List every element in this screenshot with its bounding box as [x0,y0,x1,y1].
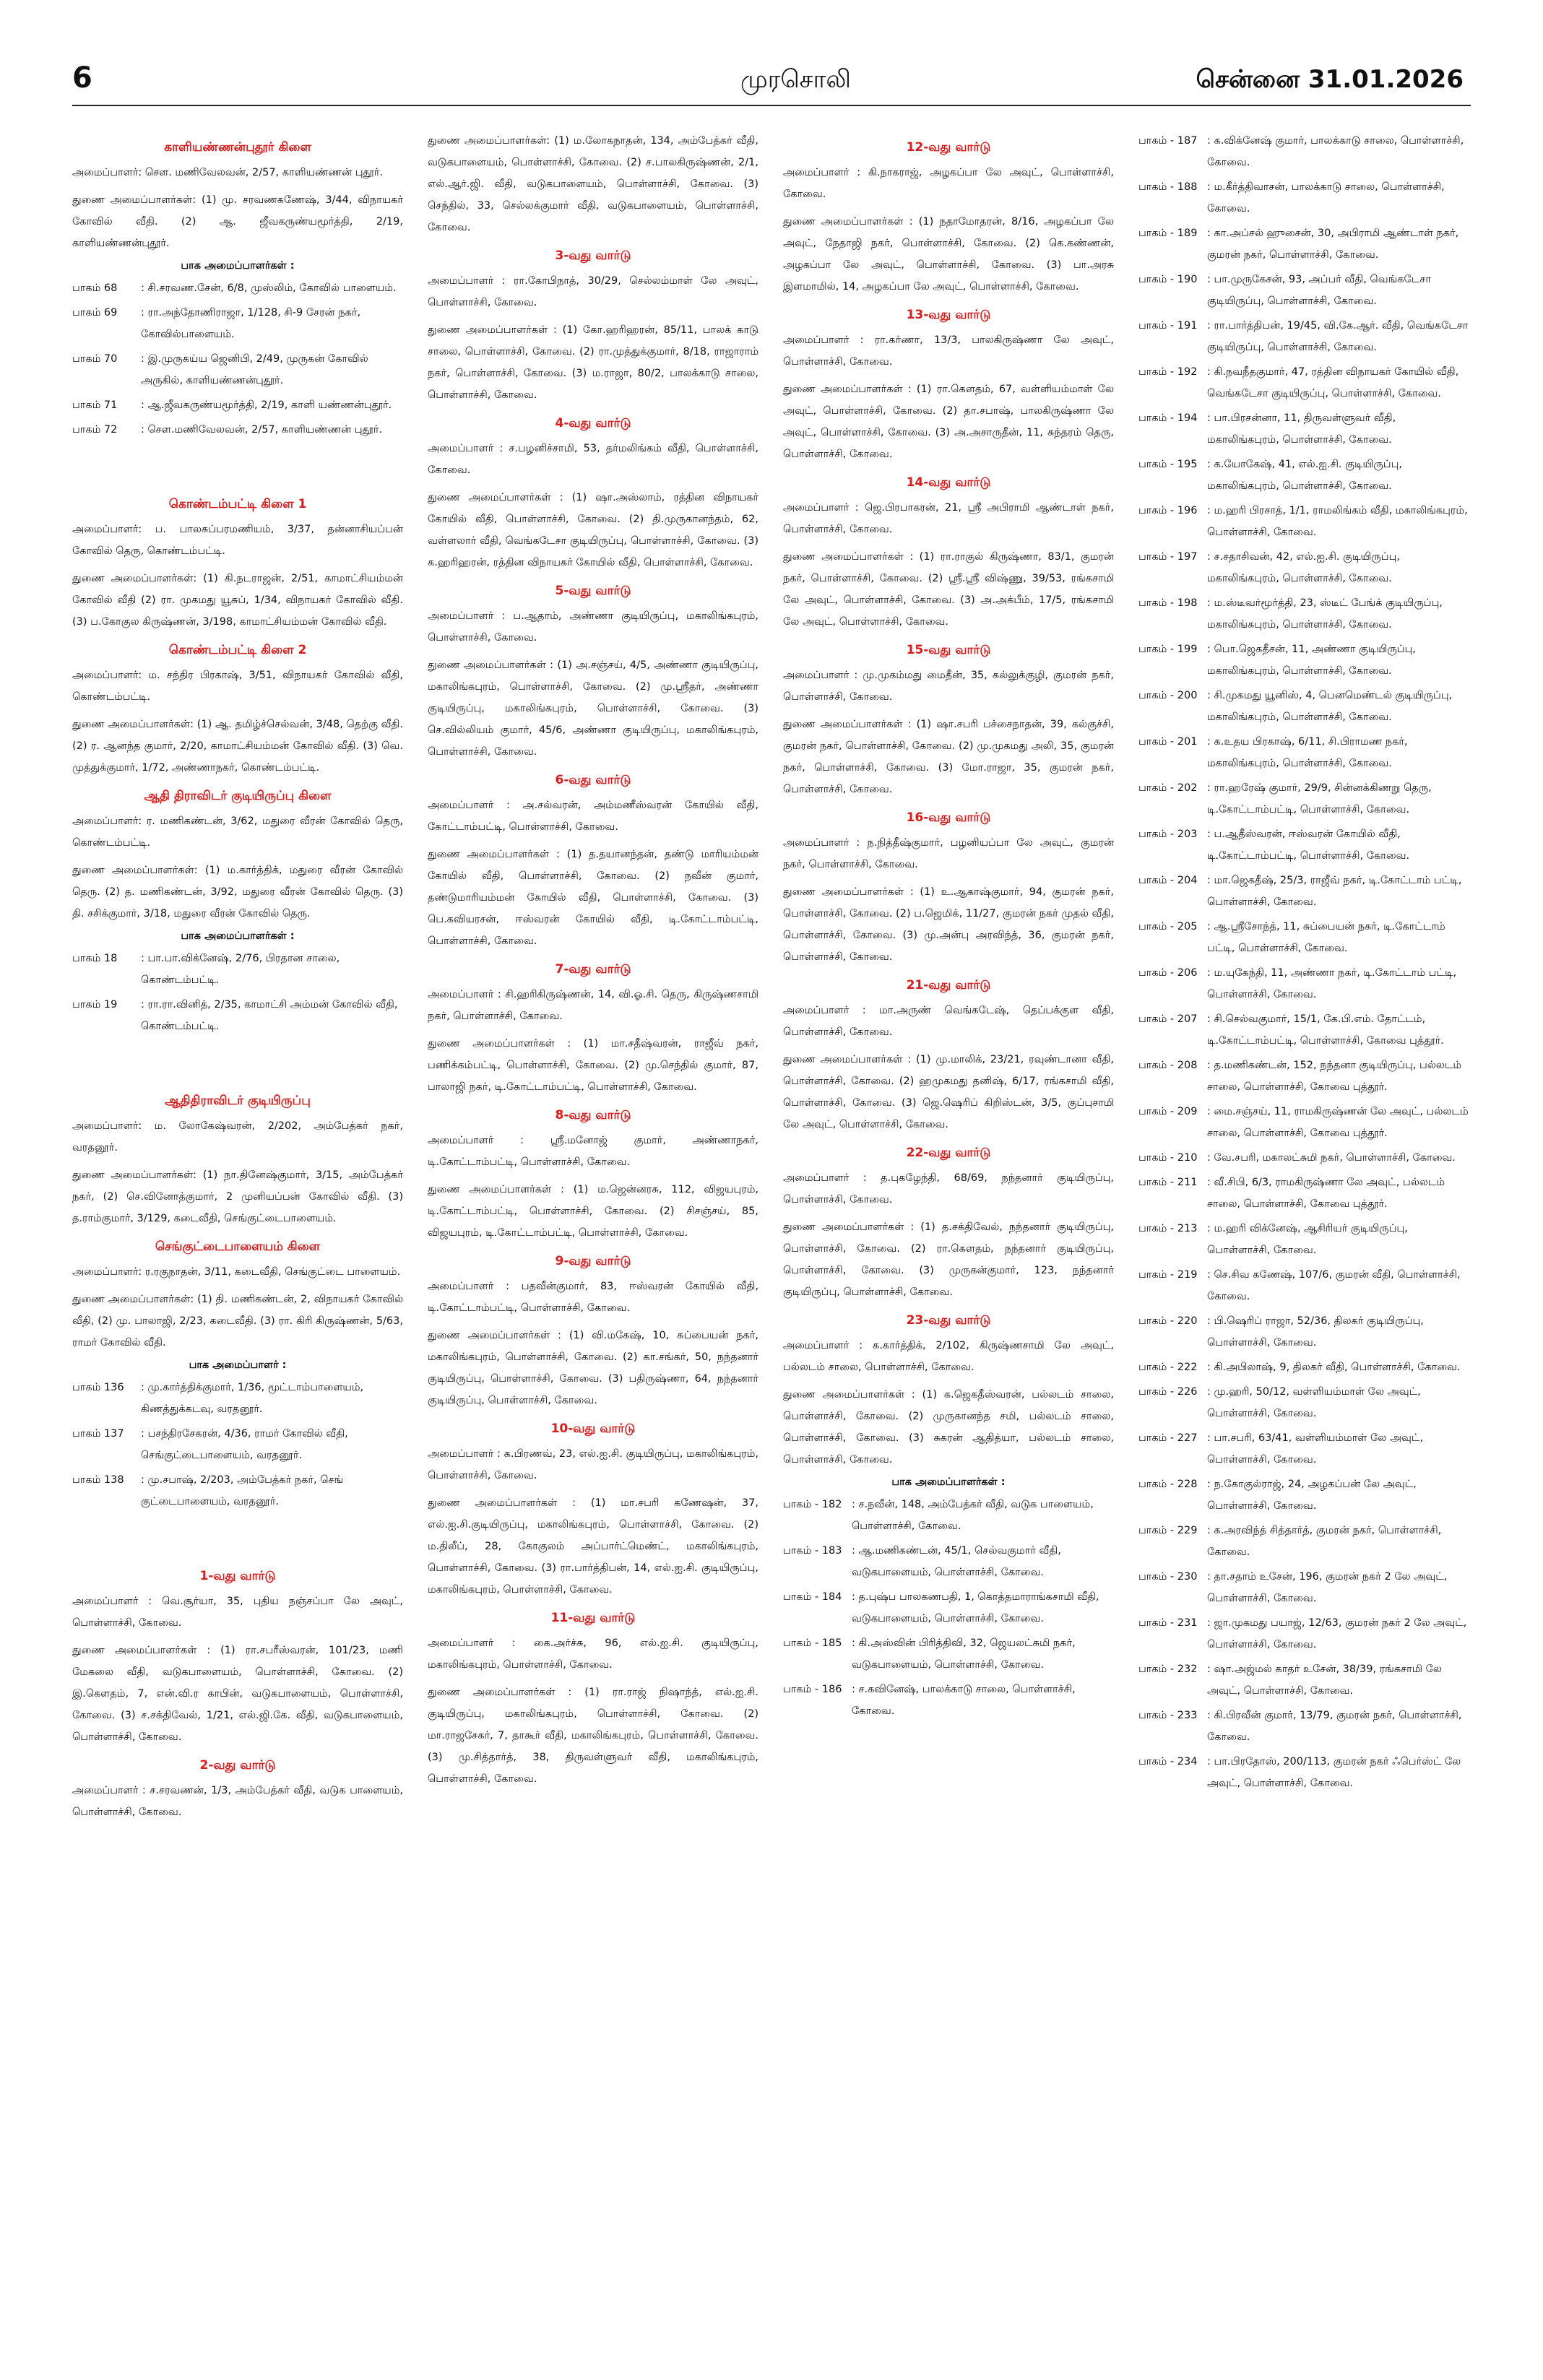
booth-label: பாகம் 68 [72,282,118,294]
paragraph: அமைப்பாளர் : த.புகழேந்தி, 68/69, நந்தனார் குடியிருப்பு, பொள்ளாச்சி, கோவை. [783,1172,1114,1206]
paragraph: துணை அமைப்பாளர்கள்: (1) நா.தினேஷ்குமார், 3/15, அம்பேத்கர் நகர், (2) செ.வினோத்குமார், 2 முனியப்பன் கோவில் வீதி. (3) த.ராம்குமார், 3/129, கடைவீதி, செங்குட்டைபாளையம். [72,1169,403,1224]
booth-value: : கி.பிரவீன் குமார், 13/79, குமரன் நகர், பொள்ளாச்சி, கோவை. [1207,1710,1462,1743]
booth-row [72,1377,403,1420]
paragraph: துணை அமைப்பாளர்கள் : (1) உ.ஆகாஷ்குமார், 94, குமரன் நகர், பொள்ளாச்சி, கோவை. (2) ப.ஜெமிக், 11/27, குமரன் நகர் முதல் வீதி, பொள்ளாச்சி, கோவை. (3) மு.அன்பு அரவிந்த், 36, குமரன் நகர், பொள்ளாச்சி, கோவை. [783,886,1114,963]
paragraph: துணை அமைப்பாளர்கள் : (1) த.சக்திவேல், நந்தனார் குடியிருப்பு, பொள்ளாச்சி, கோவை. (2) ரா.கௌதம், நந்தனார் குடியிருப்பு, பொள்ளாச்சி, கோவை. (3) முருகன்குமார், 123, நந்தனார் குடியிருப்பு, பொள்ளாச்சி, கோவை. [783,1221,1114,1298]
section-heading: 23-வது வார்டு [906,1313,991,1328]
article-columns [72,130,1471,2362]
section-heading: 16-வது வார்டு [906,810,991,825]
section-heading: 12-வது வார்டு [906,140,991,155]
booth-label: பாகம் - 204 [1138,875,1198,886]
paragraph: அமைப்பாளர்: செள. மணிவேலவன், 2/57, காளியண்ணன் புதூர். [72,167,383,178]
section-heading: 6-வது வார்டு [555,773,631,787]
sub-heading: பாக அமைப்பாளர் : [189,1359,287,1371]
booth-row [1138,269,1469,312]
booth-row [1138,1055,1469,1098]
section-heading: 2-வது வார்டு [199,1758,276,1773]
booth-value: : த.புஷ்ப பாலகணபதி, 1, கொத்தமாராங்கசாமி வீதி, வடுகபாளையம், பொள்ளாச்சி, கோவை. [852,1591,1099,1624]
booth-label: பாகம் - 198 [1138,597,1198,609]
booth-row [72,948,403,991]
booth-row [1138,639,1469,682]
booth-label: பாகம் - 209 [1138,1106,1198,1117]
paragraph: அமைப்பாளர் : க.பிரணவ், 23, எல்.ஐ.சி. குடியிருப்பு, மகாலிங்கபுரம், பொள்ளாச்சி, கோவை. [428,1448,758,1481]
paragraph: துணை அமைப்பாளர்கள் : (1) வி.மகேஷ், 10, சுப்பையன் நகர், மகாலிங்கபுரம், பொள்ளாச்சி, கோவை. (2) கா.சங்கர், 50, நந்தனார் குடியிருப்பு, பொள்ளாச்சி, கோவை. (3) பதிருஷ்ணா, 64, நந்தனார் குடியிருப்பு, பொள்ளாச்சி, கோவை. [428,1330,758,1406]
booth-row [1138,315,1469,358]
paragraph: அமைப்பாளர் : மா.அருண் வெங்கடேஷ், தெப்பக்குள வீதி, பொள்ளாச்சி, கோவை. [783,1005,1114,1038]
section-heading: 13-வது வார்டு [906,308,991,322]
booth-label: பாகம் - 197 [1138,551,1198,563]
booth-value: : கி.நவநீதகுமார், 47, ரத்தின விநாயகர் கோயில் வீதி, வெங்கடேசா குடியிருப்பு, பொள்ளாச்சி, கோவை. [1207,366,1459,399]
booth-label: பாகம் 69 [72,307,118,319]
paragraph: துணை அமைப்பாளர்கள் : (1) நதாமோதரன், 8/16, அழகப்பா லே அவுட், நேதாஜி நகர், பொள்ளாச்சி, கோவை. (2) கெ.கண்ணன், அழகப்பா லே அவுட், பொள்ளாச்சி, கோவை. (3) பா.அரசு இளமாமில், 14, அழகப்பா லே அவுட், பொள்ளாச்சி, கோவை. [783,216,1114,293]
booth-label: பாகம் - 206 [1138,967,1198,979]
booth-label: பாகம் 138 [72,1474,124,1486]
booth-row [783,1679,1114,1722]
booth-label: பாகம் - 228 [1138,1479,1198,1490]
sub-heading: பாக அமைப்பாளர்கள் : [181,930,295,942]
booth-label: பாகம் - 226 [1138,1386,1198,1398]
booth-row [1138,1218,1469,1261]
booth-label: பாகம் - 183 [783,1545,842,1557]
booth-row [1138,592,1469,636]
booth-label: பாகம் 71 [72,399,118,411]
booth-label: பாகம் - 192 [1138,366,1198,378]
booth-row [1138,962,1469,1005]
paragraph: துணை அமைப்பாளர்கள் : (1) கோ.ஹரிஹரன், 85/11, பாலக் காடு சாலை, பொள்ளாச்சி, கோவை. (2) ரா.முத்துக்குமார், 8/18, ராஜாராம் நகர், பொள்ளாச்சி, கோவை. (3) ம.ராஜா, 80/2, பாலக்காடு சாலை, பொள்ளாச்சி, கோவை. [428,324,758,401]
booth-value: : ச.கவினேஷ், பாலக்காடு சாலை, பொள்ளாச்சி, கோவை. [852,1684,1076,1717]
paragraph: துணை அமைப்பாளர்கள்: (1) ம.கார்த்திக், மதுரை வீரன் கோவில் தெரு. (2) த. மணிகண்டன், 3/92, மதுரை வீரன் கோவில் தெரு. (3) தி. சசிக்குமார், 3/18, மதுரை வீரன் கோவில் தெரு. [72,865,403,919]
booth-row [1138,1264,1469,1307]
paragraph: அமைப்பாளர் : ச.சரவணன், 1/3, அம்பேத்கர் வீதி, வடுக பாளையம், பொள்ளாச்சி, கோவை. [72,1785,403,1818]
booth-value: : ம.ஹரி பிரசாத், 1/1, ராமலிங்கம் வீதி, மகாலிங்கபுரம், பொள்ளாச்சி, கோவை. [1207,505,1468,538]
section-heading: 11-வது வார்டு [550,1611,636,1625]
booth-value: : ரா.பார்த்திபன், 19/45, வி.கே.ஆர். வீதி, வெங்கடேசா குடியிருப்பு, பொள்ளாச்சி, கோவை. [1207,320,1469,353]
paragraph: அமைப்பாளர் : க.கார்த்திக், 2/102, கிருஷ்ணசாமி லே அவுட், பல்லடம் சாலை, பொள்ளாச்சி, கோவை. [783,1340,1114,1373]
booth-label: பாகம் 72 [72,424,118,436]
paragraph: துணை அமைப்பாளர்கள் : (1) அ.சஞ்சய், 4/5, அண்ணா குடியிருப்பு, மகாலிங்கபுரம், பொள்ளாச்சி, கோவை. (2) மு.ஸ்ரீதர், அண்ணா குடியிருப்பு, மகாலிங்கபுரம், பொள்ளாச்சி, கோவை. (3) செ.வில்லியம் குமார், 45/6, அண்ணா குடியிருப்பு, மகாலிங்கபுரம், பொள்ளாச்சி, கோவை. [428,659,758,758]
booth-value: : பொ.ஜெகதீசன், 11, அண்ணா குடியிருப்பு, மகாலிங்கபுரம், பொள்ளாச்சி, கோவை. [1207,644,1416,677]
booth-row [1138,1520,1469,1563]
booth-label: பாகம் - 208 [1138,1060,1198,1071]
booth-row [1138,454,1469,497]
booth-value: : ம.யுகேந்தி, 11, அண்ணா நகர், டி.கோட்டாம் பட்டி, பொள்ளாச்சி, கோவை. [1207,967,1457,1000]
paragraph: துணை அமைப்பாளர்கள் : (1) ரா.ராகுல் கிருஷ்ணா, 83/1, குமரன் நகர், பொள்ளாச்சி, கோவை. (2) ஸ்ரீ.ஸ்ரீ விஷ்ணு, 39/53, ரங்கசாமி லே அவுட், பொள்ளாச்சி, கோவை. (3) அ.அக்பீம், 17/5, ரங்கசாமி லே அவுட், பொள்ளாச்சி, கோவை. [783,551,1114,628]
booth-row [1138,823,1469,867]
booth-label: பாகம் - 194 [1138,412,1198,424]
section-heading: 21-வது வார்டு [906,978,991,992]
booth-value: : மு.ஹரி, 50/12, வள்ளியம்மாள் லே அவுட், பொள்ளாச்சி, கோவை. [1207,1386,1421,1419]
paragraph: துணை அமைப்பாளர்கள் : (1) ஷா.அஸ்லாம், ரத்தின விநாயகர் கோயில் வீதி, பொள்ளாச்சி, கோவை. (2) தி.முருகானந்தம், 62, வள்ளலார் வீதி, வெங்கடேசா குடியிருப்பு, பொள்ளாச்சி, கோவை. (3) க.ஹரிஹரன், ரத்தின விநாயகர் கோயில் வீதி, பொள்ளாச்சி, கோவை. [428,492,758,568]
booth-value: : ச.நவீன், 148, அம்பேத்கர் வீதி, வடுக பாளையம், பொள்ளாச்சி, கோவை. [852,1499,1094,1532]
paragraph: அமைப்பாளர்: ர.ரகுநாதன், 3/11, கடைவீதி, செங்குட்டை பாளையம். [72,1266,401,1278]
booth-value: : ப.ஆதீஸ்வரன், ஈஸ்வரன் கோயில் வீதி, டி.கோட்டாம்பட்டி, பொள்ளாச்சி, கோவை. [1207,828,1410,862]
section-heading: ஆதி திராவிடர் குடியிருப்பு கிளை [144,789,332,803]
section-heading: 3-வது வார்டு [555,248,631,263]
booth-label: பாகம் - 182 [783,1499,842,1510]
paragraph: அமைப்பாளர்: ம. சந்திர பிரகாஷ், 3/51, விநாயகர் கோவில் வீதி, கொண்டம்பட்டி. [72,670,403,703]
booth-row [1138,176,1469,220]
booth-label: பாகம் - 200 [1138,690,1198,701]
booth-value: : பா.பிரதோஸ், 200/113, குமரன் நகர் ஃபெர்ஸ்ட் லே அவுட், பொள்ளாச்சி, கோவை. [1207,1756,1461,1789]
sub-heading: பாக அமைப்பாளர்கள் : [181,260,295,272]
booth-value: : பா.பா.விக்னேஷ், 2/76, பிரதான சாலை, கொண்டம்பட்டி. [141,953,340,986]
booth-row [1138,731,1469,774]
paragraph: அமைப்பாளர் : பதவீன்குமார், 83, ஈஸ்வரன் கோயில் வீதி, டி.கோட்டாம்பட்டி, பொள்ளாச்சி, கோவை. [428,1281,758,1314]
booth-row [72,302,403,345]
paragraph: துணை அமைப்பாளர்கள்: (1) கி.நடராஜன், 2/51, காமாட்சியம்மன் கோவில் வீதி (2) ரா. முகமது யூசுப், 1/34, விநாயகர் கோவில் வீதி. (3) ப.கோகுல கிருஷ்ணன், 3/198, காமாட்சியம்மன் கோவில் வீதி. [72,573,403,628]
booth-row [1138,1658,1469,1702]
booth-row [1138,1705,1469,1748]
paragraph: துணை அமைப்பாளர்கள்: (1) மு. சரவணகணேஷ், 3/44, விநாயகர் கோவில் வீதி. (2) ஆ. ஜீவகருண்யமூர்த்தி, 2/19, காளியண்ணன்புதூர். [72,194,403,249]
booth-value: : மா.ஜெகதீஷ், 25/3, ராஜீவ் நகர், டி.கோட்டாம் பட்டி, பொள்ளாச்சி, கோவை. [1207,875,1462,908]
paragraph: துணை அமைப்பாளர்கள் : (1) ரா.சபரீஸ்வரன், 101/23, மணி மேகலை வீதி, வடுகபாளையம், பொள்ளாச்சி, கோவை. (2) இ.கௌதம், 7, என்.வி.ர காபின், வடுகபாளையம், பொள்ளாச்சி, கோவை. (3) ச.சக்திவேல், 1/21, எல்.ஜி.கே. வீதி, வடுகபாளையம், பொள்ளாச்சி, கோவை. [72,1645,403,1743]
column-3 [783,130,1114,2362]
paragraph: துணை அமைப்பாளர்கள் : (1) ரா.ராஜ் நிஷாந்த், எல்.ஐ.சி. குடியிருப்பு, மகாலிங்கபுரம், பொள்ளாச்சி, கோவை. (2) மா.ராஜசேகர், 7, தாகூர் வீதி, மகாலிங்கபுரம், பொள்ளாச்சி, கோவை. (3) மு.சித்தார்த், 38, திருவள்ளுவர் வீதி, மகாலிங்கபுரம், பொள்ளாச்சி, கோவை. [428,1687,758,1785]
booth-row [72,394,403,416]
booth-label: பாகம் - 186 [783,1684,842,1695]
booth-row [1138,916,1469,959]
paragraph: அமைப்பாளர் : ரா.கர்ணா, 13/3, பாலகிருஷ்ணா லே அவுட், பொள்ளாச்சி, கோவை. [783,334,1114,368]
booth-label: பாகம் - 231 [1138,1617,1198,1629]
booth-value: : செள.மணிவேலவன், 2/57, காளியண்ணன் புதூர். [141,424,383,436]
booth-row [1138,1356,1469,1378]
paragraph: துணை அமைப்பாளர்கள் : (1) ரா.கௌதம், 67, வள்ளியம்மாள் லே அவுட், பொள்ளாச்சி, கோவை. (2) தா.சபாஷ், பாலகிருஷ்ணா லே அவுட், பொள்ளாச்சி, கோவை. (3) அ.அசாருதீன், 11, சுந்தரம் தெரு, பொள்ளாச்சி, கோவை. [783,384,1114,460]
booth-label: பாகம் - 191 [1138,320,1198,332]
paragraph: துணை அமைப்பாளர்கள் : (1) ம.ஜென்னரசு, 112, விஜயபுரம், டி.கோட்டாம்பட்டி, பொள்ளாச்சி, கோவை. (2) சிசஞ்சய், 85, விஜயபுரம், டி.கோட்டாம்பட்டி, பொள்ளாச்சி, கோவை. [428,1184,758,1239]
paragraph: அமைப்பாளர் : ச.பழனிச்சாமி, 53, தர்மலிங்கம் வீதி, பொள்ளாச்சி, கோவை. [428,443,758,476]
paragraph: அமைப்பாளர் : ரா.கோபிநாத், 30/29, செல்லம்மாள் லே அவுட், பொள்ளாச்சி, கோவை. [428,275,758,308]
page-number: 6 [72,61,92,95]
section-heading: 5-வது வார்டு [555,584,631,598]
booth-row [1138,685,1469,728]
booth-value: : வீ.சிபி, 6/3, ராமகிருஷ்ணா லே அவுட், பல்லடம் சாலை, பொள்ளாச்சி, கோவை புத்தூர். [1207,1177,1445,1210]
booth-row [72,994,403,1037]
paragraph: அமைப்பாளர் : வெ.சூர்யா, 35, புதிய நஞ்சப்பா லே அவுட், பொள்ளாச்சி, கோவை. [72,1596,403,1629]
section-heading: 7-வது வார்டு [555,962,631,977]
booth-value: : கி.அபிலாஷ், 9, திலகர் வீதி, பொள்ளாச்சி, கோவை. [1207,1362,1461,1373]
paragraph: அமைப்பாளர் : ந.நித்தீஷ்குமார், பழனியப்பா லே அவுட், குமரன் நகர், பொள்ளாச்சி, கோவை. [783,837,1114,870]
booth-label: பாகம் - 210 [1138,1152,1198,1164]
booth-value: : ந.கோகுல்ராஜ், 24, அழகப்பன் லே அவுட், பொள்ளாச்சி, கோவை. [1207,1479,1417,1512]
booth-label: பாகம் 19 [72,999,118,1011]
booth-label: பாகம் - 205 [1138,921,1198,932]
booth-value: : ச.சதாசிவன், 42, எல்.ஐ.சி. குடியிருப்பு, மகாலிங்கபுரம், பொள்ளாச்சி, கோவை. [1207,551,1400,584]
booth-value: : பா.சபரி, 63/41, வள்ளியம்மாள் லே அவுட், பொள்ளாச்சி, கோவை. [1207,1432,1424,1466]
booth-row [1138,361,1469,404]
booth-label: பாகம் - 185 [783,1637,842,1649]
booth-label: பாகம் 136 [72,1382,124,1393]
booth-label: பாகம் 137 [72,1428,124,1440]
booth-label: பாகம் 70 [72,353,118,365]
booth-row [1138,546,1469,589]
booth-row [72,419,403,441]
paragraph: அமைப்பாளர்: ப. பாலசுப்பரமணியம், 3/37, தன்னாசியப்பன் கோவில் தெரு, கொண்டம்பட்டி. [72,524,403,557]
paragraph: துணை அமைப்பாளர்கள் : (1) க.ஜெகதீஸ்வரன், பல்லடம் சாலை, பொள்ளாச்சி, கோவை. (2) முருகானந்த சமி, பல்லடம் சாலை, பொள்ளாச்சி, கோவை. (3) சுகரன் ஆதித்யா, பல்லடம் சாலை, பொள்ளாச்சி, கோவை. [783,1389,1114,1466]
booth-label: பாகம் - 207 [1138,1013,1198,1025]
section-heading: ஆதிதிராவிடர் குடியிருப்பு [165,1094,311,1108]
booth-row [1138,1566,1469,1609]
section-heading: 1-வது வார்டு [199,1569,276,1583]
paragraph: துணை அமைப்பாளர்கள்: (1) ஆ. தமிழ்ச்செல்வன், 3/48, தெற்கு வீதி. (2) ர. ஆனந்த குமார், 2/20, காமாட்சியம்மன் கோவில் வீதி. (3) வெ. முத்துக்குமார், 1/72, அண்ணாநகர், கொண்டம்பட்டி. [72,719,403,774]
booth-value: : பசந்திரசேகரன், 4/36, ராமர் கோவில் வீதி, செங்குட்டைபாளையம், வரதனூர். [141,1428,348,1461]
paragraph: அமைப்பாளர் : கி.நாகராஜ், அழகப்பா லே அவுட், பொள்ளாச்சி, கோவை. [783,167,1114,200]
booth-label: பாகம் - 189 [1138,228,1198,239]
booth-value: : க.விக்னேஷ் குமார், பாலக்காடு சாலை, பொள்ளாச்சி, கோவை. [1207,135,1464,168]
booth-value: : தா.சதாம் உசேன், 196, குமரன் நகர் 2 லே அவுட், பொள்ளாச்சி, கோவை. [1207,1571,1448,1604]
paragraph: அமைப்பாளர் : ப.ஆதாம், அண்ணா குடியிருப்பு, மகாலிங்கபுரம், பொள்ளாச்சி, கோவை. [428,610,758,644]
booth-value: : பா.முருகேசன், 93, அப்பர் வீதி, வெங்கடேசா குடியிருப்பு, பொள்ளாச்சி, கோவை. [1207,274,1431,307]
paragraph: அமைப்பாளர்: ம. லோகேஷ்வரன், 2/202, அம்பேத்கர் நகர், வரதனூர். [72,1120,403,1154]
column-4 [1138,130,1469,2362]
section-heading: 22-வது வார்டு [906,1146,991,1160]
booth-row [1138,130,1469,173]
booth-value: : ஆ.ஸ்ரீசோந்த், 11, சுப்பையன் நகர், டி.கோட்டாம் பட்டி, பொள்ளாச்சி, கோவை. [1207,921,1445,954]
paragraph: அமைப்பாளர் : ஸ்ரீ.மனோஜ் குமார், அண்ணாநகர், டி.கோட்டாம்பட்டி, பொள்ளாச்சி, கோவை. [428,1135,758,1168]
booth-value: : செ.சிவ கணேஷ், 107/6, குமரன் வீதி, பொள்ளாச்சி, கோவை. [1207,1269,1461,1302]
booth-row [1138,1008,1469,1052]
booth-value: : மு.சபாஷ், 2/203, அம்பேத்கர் நகர், செங் குட்டைபாளையம், வரதனூர். [141,1474,344,1507]
booth-label: பாகம் - 230 [1138,1571,1198,1583]
section-heading: 10-வது வார்டு [550,1421,636,1436]
booth-label: பாகம் 18 [72,953,118,964]
booth-row [72,1423,403,1466]
booth-label: பாகம் - 234 [1138,1756,1198,1767]
booth-label: பாகம் - 199 [1138,644,1198,655]
page-header [0,0,1543,108]
section-heading: 14-வது வார்டு [906,475,991,490]
booth-label: பாகம் - 203 [1138,828,1198,840]
paragraph: அமைப்பாளர் : கை.அர்ச்சு, 96, எல்.ஐ.சி. குடியிருப்பு, மகாலிங்கபுரம், பொள்ளாச்சி, கோவை. [428,1637,758,1671]
booth-value: : க.அரவிந்த் சித்தார்த், குமரன் நகர், பொள்ளாச்சி, கோவை. [1207,1525,1442,1558]
booth-label: பாகம் - 222 [1138,1362,1198,1373]
booth-value: : ரா.அந்தோணிராஜா, 1/128, சி-9 சேரன் நகர், கோவில்பாளையம். [141,307,361,340]
booth-value: : க.யோகேஷ், 41, எல்.ஐ.சி. குடியிருப்பு, மகாலிங்கபுரம், பொள்ளாச்சி, கோவை. [1207,459,1402,492]
column-2 [428,130,758,2362]
booth-label: பாகம் - 188 [1138,181,1198,193]
booth-row [1138,1381,1469,1424]
booth-value: : பா.பிரசன்னா, 11, திருவள்ளுவர் வீதி, மகாலிங்கபுரம், பொள்ளாச்சி, கோவை. [1207,412,1396,446]
header-rule [72,105,1471,106]
booth-label: பாகம் - 219 [1138,1269,1198,1281]
paragraph: துணை அமைப்பாளர்கள் : (1) மா.சபரி கணேஷன், 37, எல்.ஐ.சி.குடியிருப்பு, மகாலிங்கபுரம், பொள்ளாச்சி, கோவை. (2) ம.திலீப், 28, கோகுலம் அப்பார்ட்மெண்ட், மகாலிங்கபுரம், பொள்ளாச்சி, கோவை. (3) ரா.பார்த்திபன், 14, எல்.ஐ.சி. குடியிருப்பு, மகாலிங்கபுரம், பொள்ளாச்சி, கோவை. [428,1497,758,1596]
booth-value: : மு.கார்த்திக்குமார், 1/36, மூட்டாம்பாளையம், கிணத்துக்கடவு, வரதனூர். [141,1382,364,1415]
booth-label: பாகம் - 202 [1138,782,1198,794]
section-heading: 8-வது வார்டு [555,1108,631,1122]
paragraph: துணை அமைப்பாளர்கள்: (1) தி. மணிகண்டன், 2, விநாயகர் கோவில் வீதி, (2) மு. பாலாஜி, 2/23, கடைவீதி. (3) ரா. கிரி கிருஷ்ணன், 5/63, ராமர் கோவில் வீதி. [72,1294,403,1349]
section-heading: 4-வது வார்டு [555,416,631,430]
booth-row [1138,500,1469,543]
booth-value: : சி.சரவண.சேன், 6/8, முஸ்லிம், கோவில் பாளையம். [141,282,397,294]
paragraph: துணை அமைப்பாளர்கள்: (1) ம.லோகநாதன், 134, அம்பேத்கர் வீதி, வடுகபாளையம், பொள்ளாச்சி, கோவை. (2) ச.பாலகிருஷ்ணன், 2/1, எல்.ஆர்.ஜி. வீதி, வடுகபாளையம், பொள்ளாச்சி, கோவை. (3) செந்தில், 33, செல்லக்குமார் வீதி, வடுகபாளையம், பொள்ளாச்சி, கோவை. [428,135,758,233]
booth-row [72,348,403,391]
paragraph: அமைப்பாளர் : அ.சல்வரன், அம்மணீஸ்வரன் கோயில் வீதி, கோட்டாம்பட்டி, பொள்ளாச்சி, கோவை. [428,800,758,833]
city-date: சென்னை 31.01.2026 [1196,65,1464,94]
booth-value: : ரா.ஹரேஷ் குமார், 29/9, சின்னக்கிணறு தெரு, டி.கோட்டாம்பட்டி, பொள்ளாச்சி, கோவை. [1207,782,1432,815]
booth-value: : ஷா.அஜ்மல் காதர் உசேன், 38/39, ரங்கசாமி லே அவுட், பொள்ளாச்சி, கோவை. [1207,1663,1442,1697]
section-heading: காளியண்ணன்புதூர் கிளை [164,140,311,155]
booth-row [1138,1172,1469,1215]
booth-row [783,1540,1114,1583]
booth-value: : ஆ.மணிகண்டன், 45/1, செல்வகுமார் வீதி, வடுகபாளையம், பொள்ளாச்சி, கோவை. [852,1545,1061,1578]
booth-row [1138,1612,1469,1656]
section-heading: செங்குட்டைபாளையம் கிளை [155,1239,321,1254]
booth-row [1138,407,1469,451]
column-1 [72,130,403,2362]
booth-label: பாகம் - 190 [1138,274,1198,285]
section-heading: 15-வது வார்டு [906,643,991,657]
booth-value: : ம.ஸ்டீவர்மூர்த்தி, 23, ஸ்டீட் பேங்க் குடியிருப்பு, மகாலிங்கபுரம், பொள்ளாச்சி, கோவை. [1207,597,1443,631]
section-heading: கொண்டம்பட்டி கிளை 1 [168,497,307,511]
booth-row [1138,1310,1469,1354]
booth-value: : இ.முருகய்ய ஜெனிபி, 2/49, முருகன் கோவில் அருகில், காளியண்ணன்புதூர். [141,353,368,386]
booth-value: : ம.கீர்த்திவாசன், பாலக்காடு சாலை, பொள்ளாச்சி, கோவை. [1207,181,1445,215]
booth-row [1138,777,1469,821]
sub-heading: பாக அமைப்பாளர்கள் : [891,1476,1006,1488]
paragraph: துணை அமைப்பாளர்கள் : (1) மா.சதீஷ்வரன், ராஜீவ் நகர், பணிக்கம்பட்டி, பொள்ளாச்சி, கோவை. (2) மு.செந்தில் குமார், 87, பாலாஜி நகர், டி.கோட்டாம்பட்டி, பொள்ளாச்சி, கோவை. [428,1038,758,1093]
paragraph: துணை அமைப்பாளர்கள் : (1) ஷா.சபரி பச்சைநாதன், 39, கல்குச்சி, குமரன் நகர், பொள்ளாச்சி, கோவை. (2) மு.முகமது அலி, 35, குமரன் நகர், பொள்ளாச்சி, கோவை. (3) மோ.ராஜா, 35, குமரன் நகர், பொள்ளாச்சி, கோவை. [783,719,1114,795]
booth-label: பாகம் - 184 [783,1591,842,1603]
booth-value: : ம.ஹரி விக்னேஷ், ஆசிரியர் குடியிருப்பு, பொள்ளாச்சி, கோவை. [1207,1223,1408,1256]
booth-row [1138,222,1469,266]
booth-value: : கா.அப்சல் ஹுசைன், 30, அபிராமி ஆண்டாள் நகர், குமரன் நகர், பொள்ளாச்சி, கோவை. [1207,228,1459,261]
booth-value: : க.உதய பிரகாஷ், 6/11, சி.பிராமண நகர், மகாலிங்கபுரம், பொள்ளாச்சி, கோவை. [1207,736,1408,769]
paragraph: அமைப்பாளர் : ஜெ.பிரபாகரன், 21, ஸ்ரீ அபிராமி ஆண்டாள் நகர், பொள்ளாச்சி, கோவை. [783,502,1114,535]
booth-value: : கி.அஸ்வின் பிரித்திவி, 32, ஜெயலட்சுமி நகர், வடுகபாளையம், பொள்ளாச்சி, கோவை. [852,1637,1076,1671]
booth-row [1138,1147,1469,1169]
booth-row [783,1494,1114,1537]
booth-label: பாகம் - 187 [1138,135,1198,147]
booth-label: பாகம் - 211 [1138,1177,1198,1188]
booth-value: : த.மணிகண்டன், 152, நந்தனா குடியிருப்பு, பல்லடம் சாலை, பொள்ளாச்சி, கோவை புத்தூர். [1207,1060,1462,1093]
booth-row [783,1586,1114,1630]
booth-value: : சி.செல்வகுமார், 15/1, கே.பி.எம். தோட்டம், டி.கோட்டாம்பட்டி, பொள்ளாச்சி, கோவை புத்தூர். [1207,1013,1444,1047]
booth-value: : மை.சஞ்சய், 11, ராமகிருஷ்ணன் லே அவுட், பல்லடம் சாலை, பொள்ளாச்சி, கோவை புத்தூர். [1207,1106,1469,1139]
booth-label: பாகம் - 220 [1138,1315,1198,1327]
paragraph: அமைப்பாளர்: ர. மணிகண்டன், 3/62, மதுரை வீரன் கோவில் தெரு, கொண்டம்பட்டி. [72,815,403,849]
booth-row [1138,1101,1469,1144]
booth-row [1138,1427,1469,1471]
booth-row [1138,870,1469,913]
masthead: முரசொலி [740,65,851,94]
booth-value: : ரா.ரா.வினித், 2/35, காமாட்சி அம்மன் கோவில் வீதி, கொண்டம்பட்டி. [141,999,398,1032]
booth-row [72,1469,403,1513]
paragraph: அமைப்பாளர் : மு.முகம்மது மைதீன், 35, கல்லுக்குழி, குமரன் நகர், பொள்ளாச்சி, கோவை. [783,670,1114,703]
booth-value: : சி.முகமது யூனிஸ், 4, பெனமெண்டல் குடியிருப்பு, மகாலிங்கபுரம், பொள்ளாச்சி, கோவை. [1207,690,1453,723]
booth-row [1138,1474,1469,1517]
booth-value: : ஜா.முகமது பயாஜ், 12/63, குமரன் நகர் 2 லே அவுட், பொள்ளாச்சி, கோவை. [1207,1617,1467,1650]
booth-label: பாகம் - 227 [1138,1432,1198,1444]
booth-label: பாகம் - 233 [1138,1710,1198,1721]
booth-label: பாகம் - 195 [1138,459,1198,470]
paragraph: துணை அமைப்பாளர்கள் : (1) மு.மாலிக், 23/21, ரவுண்டானா வீதி, பொள்ளாச்சி, கோவை. (2) ஹமுகமது தனிஷ், 6/17, ரங்கசாமி வீதி, பொள்ளாச்சி, கோவை. (3) ஜெ.ஷெரிப் கிறிஸ்டன், 3/5, குப்புசாமி லே அவுட், பொள்ளாச்சி, கோவை. [783,1054,1114,1130]
booth-value: : வே.சபரி, மகாலட்சுமி நகர், பொள்ளாச்சி, கோவை. [1207,1152,1456,1164]
booth-row [1138,1751,1469,1794]
booth-label: பாகம் - 213 [1138,1223,1198,1234]
booth-label: பாகம் - 229 [1138,1525,1198,1536]
section-heading: 9-வது வார்டு [555,1254,631,1268]
booth-label: பாகம் - 232 [1138,1663,1198,1675]
section-heading: கொண்டம்பட்டி கிளை 2 [168,643,307,657]
paragraph: துணை அமைப்பாளர்கள் : (1) த.தயானந்தன், தண்டு மாரியம்மன் கோயில் வீதி, பொள்ளாச்சி, கோவை. (2) நவீன் குமார், தண்டுமாரியம்மன் கோயில் வீதி, பொள்ளாச்சி, கோவை. (3) பெ.கவியரசன், ஈஸ்வரன் கோயில் வீதி, டி.கோட்டாம்பட்டி, பொள்ளாச்சி, கோவை. [428,849,758,947]
booth-value: : ஆ.ஜீவகருண்யமூர்த்தி, 2/19, காளி யண்ணன்புதூர். [141,399,392,411]
booth-row [783,1632,1114,1676]
booth-value: : பி.ஷெரிப் ராஜா, 52/36, திலகர் குடியிருப்பு, பொள்ளாச்சி, கோவை. [1207,1315,1424,1349]
booth-label: பாகம் - 196 [1138,505,1198,516]
booth-label: பாகம் - 201 [1138,736,1198,748]
paragraph: அமைப்பாளர் : சி.ஹரிகிருஷ்ணன், 14, வி.ஓ.சி. தெரு, கிருஷ்ணசாமி நகர், பொள்ளாச்சி, கோவை. [428,989,758,1022]
booth-row [72,277,403,299]
